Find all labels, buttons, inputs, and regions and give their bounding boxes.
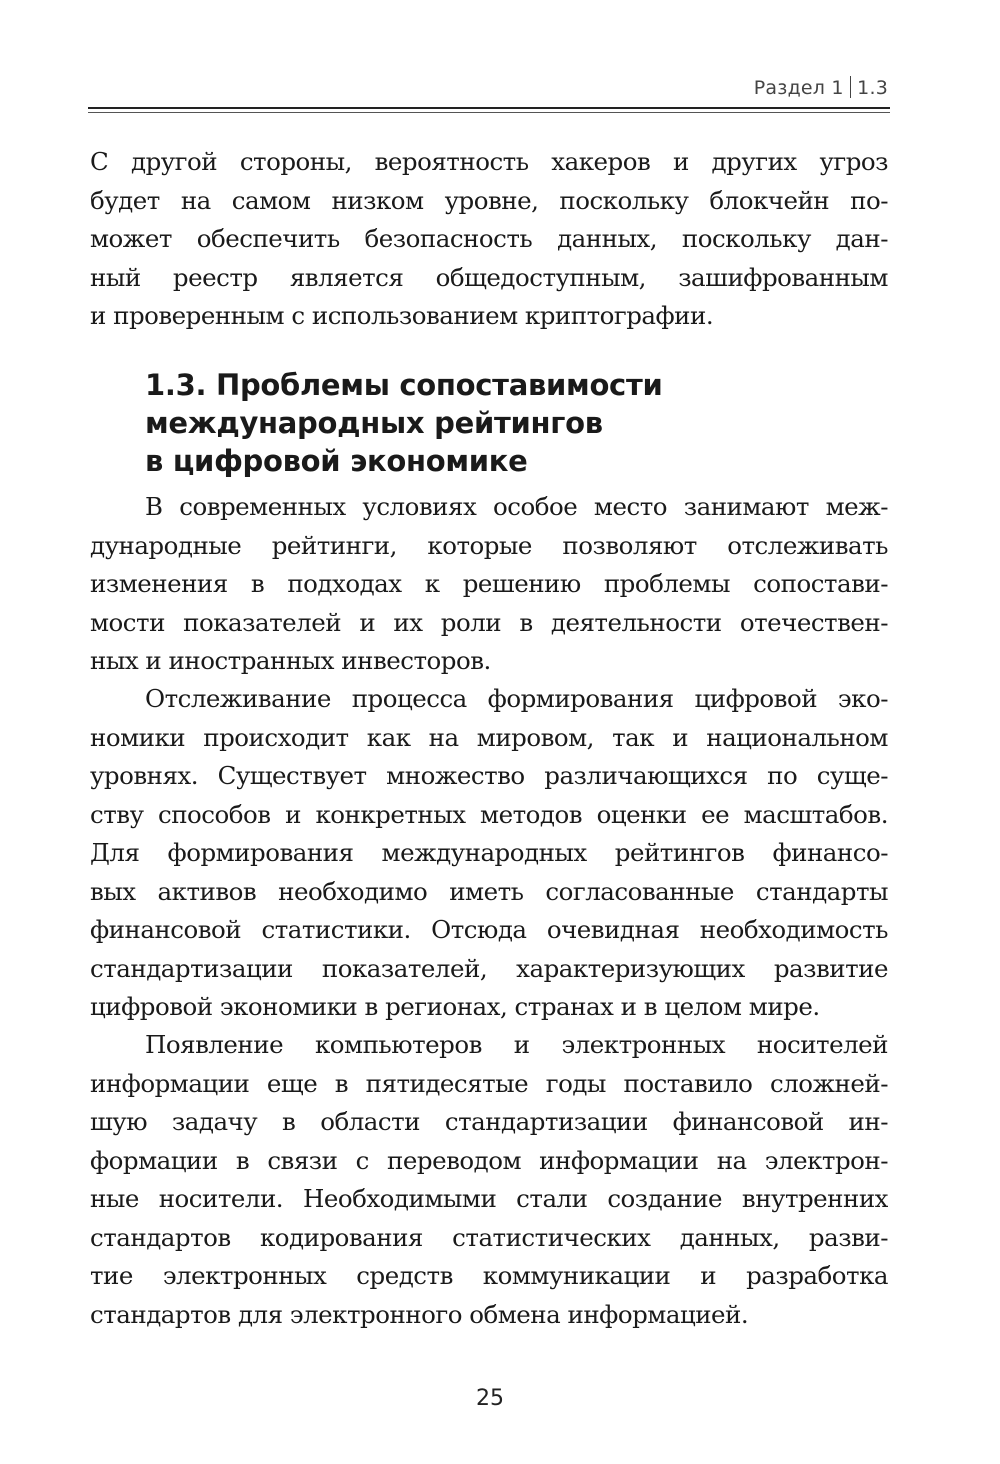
paragraph-2-line: мости показателей и их роли в деятельности отечествен- xyxy=(90,607,888,637)
running-head-subsection: 1.3 xyxy=(857,77,888,99)
paragraph-1-line: может обеспечить безопасность данных, поскольку дан- xyxy=(90,224,888,253)
paragraph-4-line: тие электронных средств коммуникации и разработка xyxy=(90,1261,888,1290)
paragraph-3 xyxy=(90,680,888,1027)
paragraph-2 xyxy=(90,488,888,681)
paragraph-3-line: вых активов необходимо иметь согласованные стандарты xyxy=(90,876,888,906)
paragraph-3-line: цифровой экономики в регионах, странах и в целом мире. xyxy=(90,992,820,1021)
header-rule-top xyxy=(88,107,890,109)
section-heading xyxy=(145,366,845,480)
paragraph-2-line: ных и иностранных инвесторов. xyxy=(90,646,491,675)
paragraph-4-line: информации еще в пятидесятые годы поставило сложней- xyxy=(90,1068,888,1098)
paragraph-1-line: будет на самом низком уровне, поскольку блокчейн по- xyxy=(90,185,888,215)
paragraph-2-line: В современных условиях особое место занимают меж- xyxy=(145,492,888,521)
paragraph-3-line: ству способов и конкретных методов оценки ее масштабов. xyxy=(90,799,888,829)
header-rule-bottom xyxy=(88,112,890,113)
section-heading-line: международных рейтингов xyxy=(145,406,603,440)
paragraph-2-line: дународные рейтинги, которые позволяют отслеживать xyxy=(90,530,888,560)
paragraph-3-line: стандартизации показателей, характеризующих развитие xyxy=(90,953,888,983)
paragraph-3-line: уровнях. Существует множество различающихся по суще- xyxy=(90,761,888,790)
running-head-separator xyxy=(850,76,852,98)
page-number: 25 xyxy=(476,1386,504,1411)
paragraph-4 xyxy=(90,1026,888,1334)
paragraph-4-line: формации в связи с переводом информации на электрон- xyxy=(90,1145,888,1175)
paragraph-4-line: шую задачу в области стандартизации финансовой ин- xyxy=(90,1107,888,1136)
paragraph-1-line: и проверенным с использованием криптографии. xyxy=(90,301,714,330)
section-heading-line: 1.3. Проблемы сопоставимости xyxy=(145,368,663,402)
paragraph-4-line: стандартов для электронного обмена информацией. xyxy=(90,1299,749,1329)
paragraph-4-line: стандартов кодирования статистических данных, разви- xyxy=(90,1222,888,1252)
running-head-section: Раздел 1 xyxy=(753,77,844,99)
paragraph-3-line: Отслеживание процесса формирования цифровой эко- xyxy=(145,684,888,713)
paragraph-3-line: финансовой статистики. Отсюда очевидная необходимость xyxy=(90,915,888,944)
paragraph-3-line: номики происходит как на мировом, так и национальном xyxy=(90,722,888,752)
paragraph-4-line: ные носители. Необходимыми стали создание внутренних xyxy=(90,1184,888,1213)
paragraph-1 xyxy=(90,143,888,336)
running-head xyxy=(754,76,888,99)
paragraph-2-line: изменения в подходах к решению проблемы сопостави- xyxy=(90,569,888,598)
section-heading-line: в цифровой экономике xyxy=(145,444,528,478)
paragraph-1-line: С другой стороны, вероятность хакеров и других угроз xyxy=(90,147,888,176)
paragraph-1-line: ный реестр является общедоступным, зашифрованным xyxy=(90,262,888,292)
paragraph-4-line: Появление компьютеров и электронных носителей xyxy=(145,1030,888,1059)
paragraph-3-line: Для формирования международных рейтингов финансо- xyxy=(90,838,888,867)
